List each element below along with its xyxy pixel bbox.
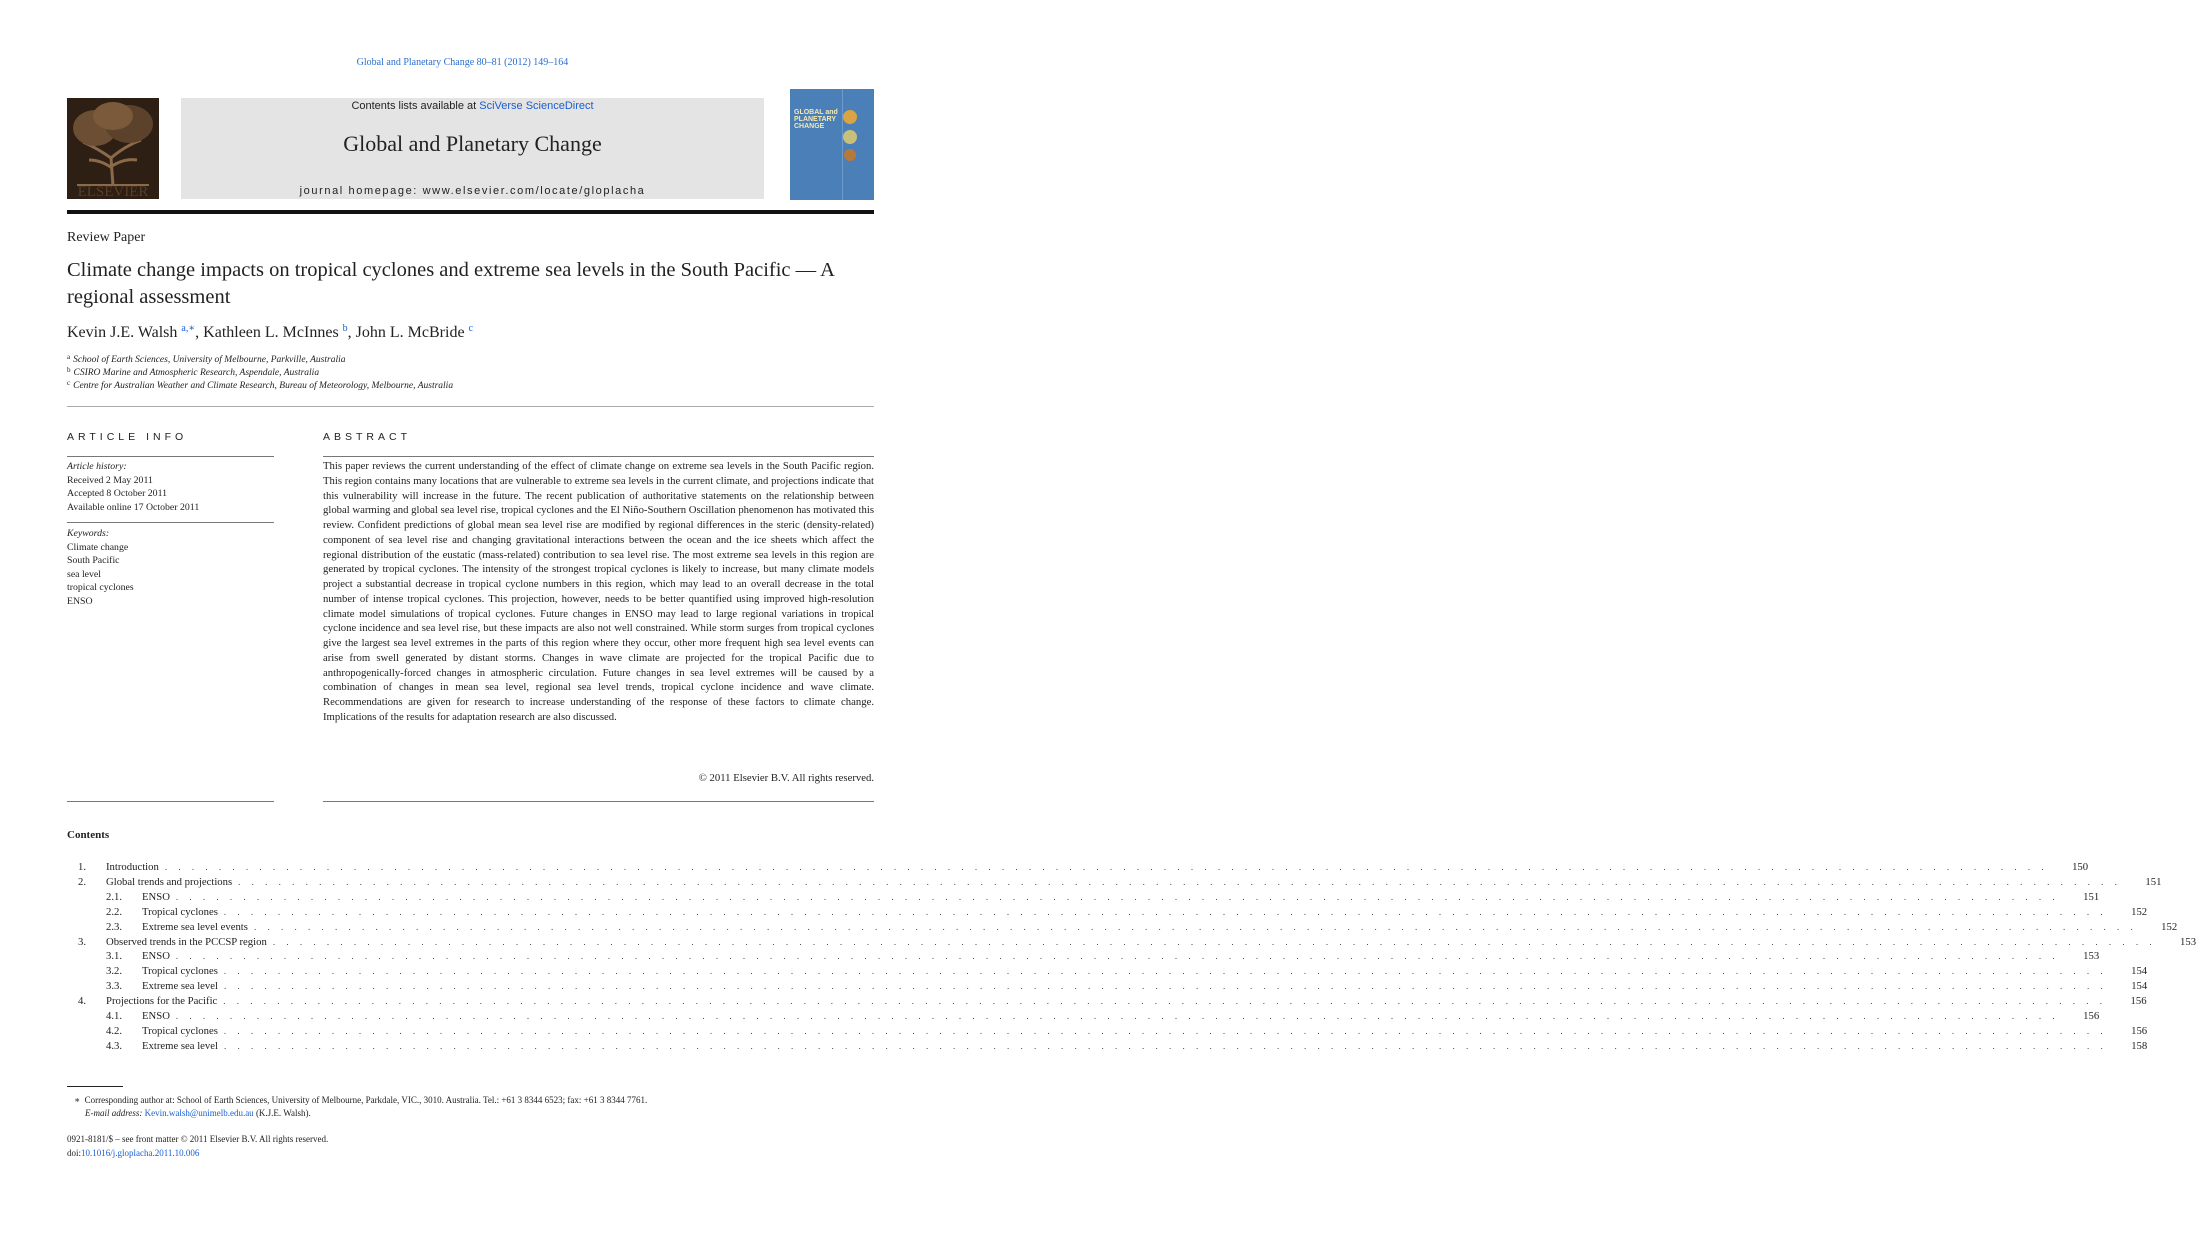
contents-availability-line xyxy=(181,100,764,112)
toc-label[interactable]: ENSO xyxy=(142,891,176,903)
keyword: tropical cyclones xyxy=(67,582,134,593)
affiliation-text: School of Earth Sciences, University of Melbourne, Parkville, Australia xyxy=(73,355,346,365)
author-affiliation-link[interactable]: b xyxy=(342,323,348,334)
received-date: Received 2 May 2011 xyxy=(67,474,153,486)
front-matter-note: 0921-8181/$ – see front matter © 2011 Elsevier B.V. All rights reserved. xyxy=(67,1134,329,1144)
toc-leader-dots: . . . . . . . . . . . . . . . . . . . . . . . . . . . . . . . . . . . . . . . . . . . . . . . . . . . . . . . . . . . . . . . . . . . . . . . . . . . . . . . . . . . . . . . . . . . . . . . . . . . . . . . . . . . . . . . . . . . . . . . . . . . . . . . . . . . . . . . . . . . . xyxy=(223,966,2108,977)
online-date: Available online 17 October 2011 xyxy=(67,501,200,513)
author-name: John L. McBride xyxy=(355,324,465,341)
toc-page-number: 156 xyxy=(2130,995,2147,1008)
footnote-rule xyxy=(67,1086,123,1087)
cover-title: GLOBAL and PLANETARY CHANGE xyxy=(794,109,838,130)
toc-label[interactable]: Extreme sea level events xyxy=(142,921,254,933)
affiliation-mark: c xyxy=(67,379,71,387)
toc-label[interactable]: Global trends and projections xyxy=(106,876,238,888)
toc-leader-dots: . . . . . . . . . . . . . . . . . . . . . . . . . . . . . . . . . . . . . . . . . . . . . . . . . . . . . . . . . . . . . . . . . . . . . . . . . . . . . . . . . . . . . . . . . . . . . . . . . . . . . . . . . . . . . . . . . . . . . . . . . . . . . . . . . . . . . . . . . . . . xyxy=(253,921,2138,932)
toc-number: 3.1. xyxy=(106,950,123,963)
toc-leader-dots: . . . . . . . . . . . . . . . . . . . . . . . . . . . . . . . . . . . . . . . . . . . . . . . . . . . . . . . . . . . . . . . . . . . . . . . . . . . . . . . . . . . . . . . . . . . . . . . . . . . . . . . . . . . . . . . . . . . . . . . . . . . . . . . . . . . . . . . . . . . . xyxy=(223,1040,2108,1051)
abstract-body: This paper reviews the current understanding of the effect of climate change on extreme sea levels in the South Pacific region. This region contains many locations that are vulnerable to extreme sea levels in the current climate, and projections indicate that this vulnerability will increase in the future. The recent publication of authoritative statements on the relationship between global warming and global sea level rise, tropical cyclones and the El Niño-Southern Oscillation phenomenon has motivated this review. Confident predictions of global mean sea level rise are modified by regional differences in the steric (density-related) component of sea level rise and changing gravitational interactions between the ocean and the ice sheets which affect the regional distribution of the eustatic (mass-related) contribution to sea level rise. The most extreme sea levels in this region are generated by tropical cyclones. The intensity of the strongest tropical cyclones is likely to increase, but many climate models project a substantial decrease in tropical cyclone numbers in this region, which may lead to an overall decrease in the total number of intense tropical cyclones. This projection, however, needs to be better quantified using improved high-resolution climate model simulations of tropical cyclones. Future changes in ENSO may lead to large regional variations in tropical cyclone incidence and sea level rise, but these impacts are also not well constrained. While storm surges from tropical cyclones give the largest sea level extremes in the parts of this region where they occur, other more frequent high sea level events can arise from swell generated by distant storms. Changes in wave climate are projected for the tropical Pacific due to anthropogenically-forced changes in atmospheric circulation. Future changes in sea level extremes will be caused by a combination of changes in mean sea level, regional sea level trends, tropical cyclone incidence and wave climate. Recommendations are given for research to increase understanding of the response of these factors to climate change. Implications of the results for adaptation research are also discussed. xyxy=(323,460,874,723)
sciverse-link[interactable]: SciVerse ScienceDirect xyxy=(479,100,594,112)
toc-label[interactable]: Introduction xyxy=(106,861,165,873)
toc-number: 2.2. xyxy=(106,905,123,918)
affiliation-text: CSIRO Marine and Atmospheric Research, Aspendale, Australia xyxy=(73,368,320,378)
toc-number: 3.3. xyxy=(106,980,123,993)
toc-entry[interactable] xyxy=(78,890,2100,906)
toc-number: 4.3. xyxy=(106,1039,123,1052)
toc-entry[interactable] xyxy=(78,1039,2148,1055)
keyword: sea level xyxy=(67,568,101,580)
toc-label[interactable]: ENSO xyxy=(142,950,176,962)
toc-page-number: 152 xyxy=(2131,905,2148,918)
elsevier-tree-icon xyxy=(67,98,159,199)
email-suffix: (K.J.E. Walsh). xyxy=(255,1108,311,1118)
doi-label: doi: xyxy=(67,1148,82,1158)
email-label: E-mail address: xyxy=(85,1108,143,1118)
keyword: South Pacific xyxy=(67,555,120,566)
toc-label[interactable]: ENSO xyxy=(142,1010,176,1022)
keywords-block xyxy=(67,527,134,608)
toc-page-number: 151 xyxy=(2145,875,2162,888)
author-name: Kevin J.E. Walsh xyxy=(67,324,178,341)
journal-cover-thumbnail[interactable] xyxy=(790,89,874,200)
abstract-heading: ABSTRACT xyxy=(323,431,412,443)
info-rule xyxy=(67,456,274,457)
affiliation xyxy=(67,366,319,378)
toc-number: 3.2. xyxy=(106,965,123,978)
toc-number: 2.1. xyxy=(106,890,123,903)
toc-entry[interactable] xyxy=(78,1024,2148,1040)
journal-title: Global and Planetary Change xyxy=(343,131,602,156)
affiliation-text: Centre for Australian Weather and Climate Research, Bureau of Meteorology, Melbourne, Australia xyxy=(73,381,454,391)
toc-page-number: 152 xyxy=(2161,920,2178,933)
toc-number: 2. xyxy=(78,875,87,888)
history-label: Article history: xyxy=(67,461,127,472)
author-list: Kevin J.E. Walsh $^{a,∗}$, Kathleen L. McInnes $^b$, John L. McBride $^c$ xyxy=(67,323,473,341)
toc-label[interactable]: Projections for the Pacific xyxy=(106,995,223,1007)
article-type: Review Paper xyxy=(67,230,146,245)
article-info-heading: ARTICLE INFO xyxy=(67,431,188,443)
toc-entry[interactable] xyxy=(78,875,2162,891)
toc-page-number: 153 xyxy=(2083,950,2100,963)
author-affiliation-link[interactable]: c xyxy=(468,323,473,334)
abstract-copyright: © 2011 Elsevier B.V. All rights reserved. xyxy=(698,772,874,784)
info-rule xyxy=(67,801,274,802)
toc-leader-dots: . . . . . . . . . . . . . . . . . . . . . . . . . . . . . . . . . . . . . . . . . . . . . . . . . . . . . . . . . . . . . . . . . . . . . . . . . . . . . . . . . . . . . . . . . . . . . . . . . . . . . . . . . . . . . . . . . . . . . . . . . . . . . . . . . . . . . . . . . . . . xyxy=(164,862,2049,872)
corresponding-author-text: Corresponding author at: School of Earth Sciences, University of Melbourne, Parkdale, VIC., 3010. Australia. Tel.: +61 3 8344 6523; fax: +61 3 8344 7761. xyxy=(84,1095,648,1105)
toc-label[interactable]: Tropical cyclones xyxy=(142,965,224,977)
journal-citation[interactable]: Global and Planetary Change 80–81 (2012) 149–164 xyxy=(356,57,569,68)
abstract-rule xyxy=(323,456,874,457)
toc-leader-dots: . . . . . . . . . . . . . . . . . . . . . . . . . . . . . . . . . . . . . . . . . . . . . . . . . . . . . . . . . . . . . . . . . . . . . . . . . . . . . . . . . . . . . . . . . . . . . . . . . . . . . . . . . . . . . . . . . . . . . . . . . . . . . . . . . . . . . . . . . . . . xyxy=(175,1011,2060,1021)
affiliation-mark: a xyxy=(67,353,71,361)
contents-heading: Contents xyxy=(67,829,110,841)
toc-page-number: 156 xyxy=(2083,1010,2100,1022)
author-affiliation-link[interactable]: a,∗ xyxy=(181,323,196,334)
toc-label[interactable]: Tropical cyclones xyxy=(142,1025,224,1037)
toc-number: 4. xyxy=(78,995,87,1008)
keywords-label: Keywords: xyxy=(67,528,110,539)
abstract-rule xyxy=(323,801,874,802)
toc-label[interactable]: Observed trends in the PCCSP region xyxy=(106,936,273,948)
toc-page-number: 158 xyxy=(2131,1039,2148,1052)
toc-entry[interactable] xyxy=(78,1010,2100,1025)
toc-entry[interactable] xyxy=(78,920,2178,936)
affiliation xyxy=(67,353,345,365)
corresponding-author-note xyxy=(74,1095,647,1106)
email-note xyxy=(85,1108,311,1118)
email-link[interactable]: Kevin.walsh@unimelb.edu.au xyxy=(144,1108,254,1118)
toc-entry[interactable] xyxy=(78,950,2100,965)
toc-leader-dots: . . . . . . . . . . . . . . . . . . . . . . . . . . . . . . . . . . . . . . . . . . . . . . . . . . . . . . . . . . . . . . . . . . . . . . . . . . . . . . . . . . . . . . . . . . . . . . . . . . . . . . . . . . . . . . . . . . . . . . . . . . . . . . . . . . . . . . . . . . . . xyxy=(223,906,2108,917)
footnote-mark: ∗ xyxy=(74,1095,81,1105)
toc-entry[interactable] xyxy=(78,980,2148,995)
elsevier-logo[interactable] xyxy=(67,98,159,199)
toc-number: 3. xyxy=(78,935,87,948)
doi-link[interactable]: 10.1016/j.gloplacha.2011.10.006 xyxy=(81,1148,200,1158)
toc-page-number: 154 xyxy=(2131,980,2148,993)
toc-page-number: 156 xyxy=(2131,1024,2148,1037)
toc-page-number: 151 xyxy=(2083,890,2100,903)
accepted-date: Accepted 8 October 2011 xyxy=(67,488,168,499)
section-divider xyxy=(67,406,874,407)
author-name: Kathleen L. McInnes xyxy=(203,324,339,341)
info-rule xyxy=(67,522,274,523)
toc-entry[interactable] xyxy=(78,965,2148,980)
toc-label[interactable]: Tropical cyclones xyxy=(142,906,224,918)
keyword: Climate change xyxy=(67,541,129,553)
affiliation xyxy=(67,379,453,391)
toc-number: 4.1. xyxy=(106,1010,123,1022)
toc-number: 1. xyxy=(78,861,87,873)
toc-leader-dots: . . . . . . . . . . . . . . . . . . . . . . . . . . . . . . . . . . . . . . . . . . . . . . . . . . . . . . . . . . . . . . . . . . . . . . . . . . . . . . . . . . . . . . . . . . . . . . . . . . . . . . . . . . . . . . . . . . . . . . . . . . . . . . . . . . . . . . . . . . . . xyxy=(223,996,2107,1007)
elsevier-wordmark: ELSEVIER xyxy=(77,184,149,200)
article-title: Climate change impacts on tropical cyclones and extreme sea levels in the South Pacific — A regional assessment xyxy=(67,259,834,308)
toc-leader-dots: . . . . . . . . . . . . . . . . . . . . . . . . . . . . . . . . . . . . . . . . . . . . . . . . . . . . . . . . . . . . . . . . . . . . . . . . . . . . . . . . . . . . . . . . . . . . . . . . . . . . . . . . . . . . . . . . . . . . . . . . . . . . . . . . . . . . . . . . . . . . xyxy=(175,891,2060,902)
toc-leader-dots: . . . . . . . . . . . . . . . . . . . . . . . . . . . . . . . . . . . . . . . . . . . . . . . . . . . . . . . . . . . . . . . . . . . . . . . . . . . . . . . . . . . . . . . . . . . . . . . . . . . . . . . . . . . . . . . . . . . . . . . . . . . . . . . . . . . . . . . . . . . . xyxy=(175,951,2060,962)
journal-homepage-link[interactable]: journal homepage: www.elsevier.com/locate/gloplacha xyxy=(299,185,646,197)
toc-page-number: 150 xyxy=(2072,861,2089,873)
toc-leader-dots: . . . . . . . . . . . . . . . . . . . . . . . . . . . . . . . . . . . . . . . . . . . . . . . . . . . . . . . . . . . . . . . . . . . . . . . . . . . . . . . . . . . . . . . . . . . . . . . . . . . . . . . . . . . . . . . . . . . . . . . . . . . . . . . . . . . . . . . . . . . . xyxy=(223,1025,2108,1036)
toc-leader-dots: . . . . . . . . . . . . . . . . . . . . . . . . . . . . . . . . . . . . . . . . . . . . . . . . . . . . . . . . . . . . . . . . . . . . . . . . . . . . . . . . . . . . . . . . . . . . . . . . . . . . . . . . . . . . . . . . . . . . . . . . . . . . . . . . . . . . . . . . . . . . xyxy=(223,981,2108,992)
toc-number: 4.2. xyxy=(106,1024,123,1037)
toc-entry[interactable] xyxy=(78,935,2196,951)
toc-entry[interactable] xyxy=(78,995,2147,1010)
keyword: ENSO xyxy=(67,595,93,607)
header-rule xyxy=(67,210,874,214)
article-history xyxy=(67,460,199,514)
toc-label[interactable]: Extreme sea level xyxy=(142,1040,224,1052)
toc-page-number: 154 xyxy=(2131,965,2148,978)
contents-prefix: Contents lists available at xyxy=(351,100,480,112)
globe-icon xyxy=(840,109,860,169)
toc-entry[interactable] xyxy=(78,861,2089,876)
toc-leader-dots: . . . . . . . . . . . . . . . . . . . . . . . . . . . . . . . . . . . . . . . . . . . . . . . . . . . . . . . . . . . . . . . . . . . . . . . . . . . . . . . . . . . . . . . . . . . . . . . . . . . . . . . . . . . . . . . . . . . . . . . . . . . . . . . . . . . . . . . . . . . . xyxy=(272,936,2157,947)
doi-line xyxy=(67,1148,199,1158)
toc-entry[interactable] xyxy=(78,905,2148,921)
toc-number: 2.3. xyxy=(106,920,123,933)
toc-label[interactable]: Extreme sea level xyxy=(142,980,224,992)
affiliation-mark: b xyxy=(67,366,71,374)
toc-page-number: 153 xyxy=(2180,935,2196,948)
toc-leader-dots: . . . . . . . . . . . . . . . . . . . . . . . . . . . . . . . . . . . . . . . . . . . . . . . . . . . . . . . . . . . . . . . . . . . . . . . . . . . . . . . . . . . . . . . . . . . . . . . . . . . . . . . . . . . . . . . . . . . . . . . . . . . . . . . . . . . . . . . . . . . . xyxy=(238,876,2122,887)
